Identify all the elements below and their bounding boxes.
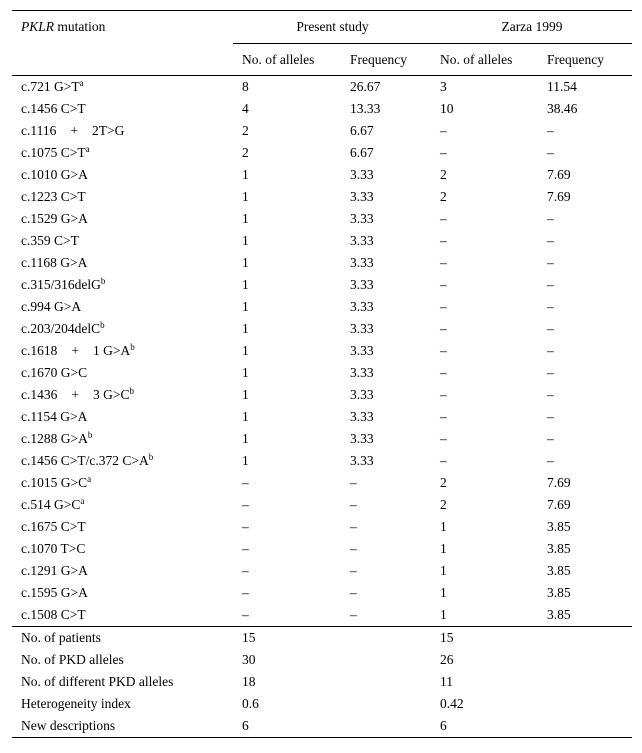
summary-zarza-blank bbox=[540, 693, 632, 715]
present-frequency: 3.33 bbox=[350, 321, 374, 336]
present-frequency: 6.67 bbox=[350, 145, 374, 160]
mutation-name bbox=[12, 274, 233, 296]
summary-zarza: 6 bbox=[440, 718, 447, 733]
zarza-alleles: 2 bbox=[440, 497, 447, 512]
mutation-text: c.1116 + 2T>G bbox=[21, 123, 125, 138]
table-row bbox=[12, 604, 632, 627]
zarza-alleles: – bbox=[440, 365, 447, 380]
mutation-name bbox=[12, 406, 233, 428]
mutation-text: c.1618 + 1 G>A bbox=[21, 343, 131, 358]
summary-zarza: 11 bbox=[440, 674, 453, 689]
zarza-alleles: 1 bbox=[440, 519, 447, 534]
mutation-name bbox=[12, 340, 233, 362]
zarza-frequency: 3.85 bbox=[547, 585, 571, 600]
present-alleles: 1 bbox=[242, 365, 249, 380]
mutation-name bbox=[12, 230, 233, 252]
present-frequency: 3.33 bbox=[350, 365, 374, 380]
table-row bbox=[12, 296, 632, 318]
gene-name: PKLR bbox=[21, 19, 55, 35]
present-frequency: 3.33 bbox=[350, 431, 374, 446]
table-row bbox=[12, 340, 632, 362]
summary-row bbox=[12, 649, 632, 671]
mutation-text: c.514 G>C bbox=[21, 497, 81, 512]
table-row bbox=[12, 142, 632, 164]
present-alleles: 1 bbox=[242, 277, 249, 292]
zarza-alleles: – bbox=[440, 255, 447, 270]
mutation-text: c.1529 G>A bbox=[21, 211, 88, 226]
mutation-text: c.1436 + 3 G>C bbox=[21, 387, 130, 402]
summary-present: 0.6 bbox=[242, 696, 259, 711]
mutation-text: c.203/204delC bbox=[21, 321, 101, 336]
mutation-text: c.1670 G>C bbox=[21, 365, 88, 380]
col-present-frequency: Frequency bbox=[350, 51, 407, 67]
table-row bbox=[12, 582, 632, 604]
mutation-text: c.1456 C>T bbox=[21, 101, 86, 116]
table-row bbox=[12, 76, 632, 99]
footnote-marker: b bbox=[148, 452, 154, 462]
footnote-marker: b bbox=[87, 430, 93, 440]
zarza-frequency: 7.69 bbox=[547, 167, 571, 182]
mutation-text: c.1168 G>A bbox=[21, 255, 88, 270]
present-alleles: 1 bbox=[242, 431, 249, 446]
mutation-text: c.1154 G>A bbox=[21, 409, 88, 424]
zarza-frequency: 7.69 bbox=[547, 475, 571, 490]
table-row bbox=[12, 516, 632, 538]
zarza-frequency: – bbox=[547, 211, 554, 226]
zarza-alleles: – bbox=[440, 387, 447, 402]
mutation-text: c.1010 G>A bbox=[21, 167, 88, 182]
present-alleles: 2 bbox=[242, 123, 249, 138]
header-zarza-1999 bbox=[432, 11, 632, 44]
zarza-alleles: – bbox=[440, 453, 447, 468]
zarza-frequency: – bbox=[547, 365, 554, 380]
header-present-study bbox=[233, 11, 432, 44]
mutation-name bbox=[12, 428, 233, 450]
present-alleles: 8 bbox=[242, 79, 249, 94]
present-frequency: – bbox=[350, 541, 357, 556]
present-alleles: 1 bbox=[242, 233, 249, 248]
table-row bbox=[12, 560, 632, 582]
footnote-marker: a bbox=[79, 78, 84, 88]
table-row bbox=[12, 208, 632, 230]
zarza-frequency: 11.54 bbox=[547, 79, 577, 94]
present-frequency: 3.33 bbox=[350, 343, 374, 358]
summary-present: 6 bbox=[242, 718, 249, 733]
header-row-groups bbox=[12, 11, 632, 44]
table-row bbox=[12, 120, 632, 142]
zarza-alleles: 2 bbox=[440, 475, 447, 490]
header-row-columns bbox=[12, 44, 632, 76]
present-alleles: 1 bbox=[242, 299, 249, 314]
zarza-frequency: – bbox=[547, 387, 554, 402]
present-frequency: 3.33 bbox=[350, 255, 374, 270]
mutation-name bbox=[12, 296, 233, 318]
mutation-name bbox=[12, 98, 233, 120]
present-frequency: 3.33 bbox=[350, 167, 374, 182]
mutation-name bbox=[12, 208, 233, 230]
table-body bbox=[12, 76, 632, 738]
table-row bbox=[12, 186, 632, 208]
summary-row bbox=[12, 715, 632, 738]
mutation-text: c.1070 T>C bbox=[21, 541, 86, 556]
summary-present-blank bbox=[341, 693, 432, 715]
zarza-frequency: 3.85 bbox=[547, 607, 571, 622]
present-frequency: 3.33 bbox=[350, 453, 374, 468]
summary-zarza: 26 bbox=[440, 652, 454, 667]
present-frequency: 6.67 bbox=[350, 123, 374, 138]
mutation-text: c.1291 G>A bbox=[21, 563, 88, 578]
present-frequency: – bbox=[350, 585, 357, 600]
present-alleles: – bbox=[242, 607, 249, 622]
present-frequency: 3.33 bbox=[350, 189, 374, 204]
table-row bbox=[12, 406, 632, 428]
present-alleles: – bbox=[242, 541, 249, 556]
present-frequency: – bbox=[350, 563, 357, 578]
mutation-name bbox=[12, 516, 233, 538]
summary-zarza-blank bbox=[540, 627, 632, 650]
col-zarza-frequency: Frequency bbox=[547, 51, 604, 67]
zarza-frequency: 3.85 bbox=[547, 563, 571, 578]
present-alleles: 1 bbox=[242, 453, 249, 468]
zarza-alleles: – bbox=[440, 211, 447, 226]
table-row bbox=[12, 428, 632, 450]
summary-row bbox=[12, 693, 632, 715]
mutation-name bbox=[12, 164, 233, 186]
present-alleles: – bbox=[242, 519, 249, 534]
table-row bbox=[12, 98, 632, 120]
summary-present-blank bbox=[341, 671, 432, 693]
zarza-alleles: – bbox=[440, 277, 447, 292]
present-alleles: 4 bbox=[242, 101, 249, 116]
zarza-frequency: 3.85 bbox=[547, 541, 571, 556]
zarza-alleles: – bbox=[440, 431, 447, 446]
present-alleles: – bbox=[242, 497, 249, 512]
mutation-name bbox=[12, 472, 233, 494]
zarza-frequency: – bbox=[547, 145, 554, 160]
col-present-alleles: No. of alleles bbox=[242, 51, 315, 67]
present-frequency: 3.33 bbox=[350, 409, 374, 424]
zarza-alleles: 1 bbox=[440, 607, 447, 622]
zarza-frequency: – bbox=[547, 453, 554, 468]
summary-present-blank bbox=[341, 627, 432, 650]
zarza-frequency: – bbox=[547, 277, 554, 292]
summary-present: 30 bbox=[242, 652, 256, 667]
footnote-marker: a bbox=[87, 474, 92, 484]
present-alleles: – bbox=[242, 475, 249, 490]
mutation-name bbox=[12, 538, 233, 560]
mutation-name bbox=[12, 450, 233, 472]
summary-label: No. of PKD alleles bbox=[21, 652, 124, 667]
zarza-alleles: – bbox=[440, 145, 447, 160]
zarza-alleles: – bbox=[440, 123, 447, 138]
zarza-frequency: – bbox=[547, 255, 554, 270]
zarza-frequency: – bbox=[547, 123, 554, 138]
summary-present: 15 bbox=[242, 630, 256, 645]
table-row bbox=[12, 274, 632, 296]
present-frequency: – bbox=[350, 497, 357, 512]
summary-row bbox=[12, 671, 632, 693]
summary-zarza-blank bbox=[540, 649, 632, 671]
mutation-name bbox=[12, 186, 233, 208]
present-alleles: – bbox=[242, 585, 249, 600]
summary-zarza-blank bbox=[540, 671, 632, 693]
zarza-frequency: – bbox=[547, 233, 554, 248]
table-row bbox=[12, 494, 632, 516]
table-row bbox=[12, 384, 632, 406]
header-mutation bbox=[12, 11, 233, 44]
table-row bbox=[12, 362, 632, 384]
present-frequency: 3.33 bbox=[350, 277, 374, 292]
present-frequency: 3.33 bbox=[350, 299, 374, 314]
mutation-name bbox=[12, 560, 233, 582]
mutation-text: c.1675 C>T bbox=[21, 519, 86, 534]
zarza-alleles: 3 bbox=[440, 79, 447, 94]
mutation-text: c.1595 G>A bbox=[21, 585, 88, 600]
zarza-label: Zarza 1999 bbox=[501, 19, 563, 34]
table-row bbox=[12, 538, 632, 560]
zarza-frequency: – bbox=[547, 409, 554, 424]
zarza-alleles: – bbox=[440, 343, 447, 358]
mutation-name bbox=[12, 582, 233, 604]
footnote-marker: a bbox=[80, 496, 85, 506]
mutation-name bbox=[12, 76, 233, 99]
present-alleles: – bbox=[242, 563, 249, 578]
mutation-name bbox=[12, 384, 233, 406]
footnote-marker: a bbox=[85, 144, 90, 154]
zarza-frequency: – bbox=[547, 321, 554, 336]
mutation-text: c.721 G>T bbox=[21, 79, 80, 94]
zarza-alleles: – bbox=[440, 321, 447, 336]
present-alleles: 2 bbox=[242, 145, 249, 160]
mutation-text: c.315/316delG bbox=[21, 277, 101, 292]
zarza-frequency: – bbox=[547, 431, 554, 446]
footnote-marker: b bbox=[100, 276, 106, 286]
mutation-name bbox=[12, 494, 233, 516]
mutation-text: c.1456 C>T/c.372 C>A bbox=[21, 453, 149, 468]
table-row bbox=[12, 164, 632, 186]
zarza-alleles: – bbox=[440, 233, 447, 248]
table-container bbox=[12, 10, 632, 738]
mutation-name bbox=[12, 318, 233, 340]
summary-label: No. of different PKD alleles bbox=[21, 674, 174, 689]
present-alleles: 1 bbox=[242, 321, 249, 336]
present-frequency: 26.67 bbox=[350, 79, 381, 94]
zarza-frequency: 38.46 bbox=[547, 101, 578, 116]
zarza-alleles: – bbox=[440, 409, 447, 424]
summary-label: Heterogeneity index bbox=[21, 696, 131, 711]
summary-zarza: 0.42 bbox=[440, 696, 464, 711]
present-frequency: – bbox=[350, 607, 357, 622]
mutation-text: c.994 G>A bbox=[21, 299, 82, 314]
mutation-name bbox=[12, 142, 233, 164]
summary-label: New descriptions bbox=[21, 718, 116, 733]
mutation-name bbox=[12, 604, 233, 627]
present-frequency: 3.33 bbox=[350, 387, 374, 402]
present-alleles: 1 bbox=[242, 409, 249, 424]
mutation-text: c.1015 G>C bbox=[21, 475, 88, 490]
table-row bbox=[12, 472, 632, 494]
present-alleles: 1 bbox=[242, 387, 249, 402]
table-row bbox=[12, 450, 632, 472]
footnote-marker: b bbox=[130, 342, 135, 352]
zarza-frequency: 3.85 bbox=[547, 519, 571, 534]
summary-zarza: 15 bbox=[440, 630, 454, 645]
mutation-text: c.1288 G>A bbox=[21, 431, 88, 446]
mutation-text: c.1223 C>T bbox=[21, 189, 86, 204]
mutation-label: mutation bbox=[54, 19, 106, 35]
zarza-alleles: 1 bbox=[440, 541, 447, 556]
summary-present-blank bbox=[341, 649, 432, 671]
summary-label: No. of patients bbox=[21, 630, 101, 645]
table-row bbox=[12, 252, 632, 274]
present-frequency: – bbox=[350, 519, 357, 534]
pklr-mutation-table bbox=[12, 10, 632, 738]
zarza-frequency: 7.69 bbox=[547, 497, 571, 512]
header-blank bbox=[12, 44, 233, 76]
summary-row bbox=[12, 627, 632, 650]
present-alleles: 1 bbox=[242, 211, 249, 226]
mutation-name bbox=[12, 362, 233, 384]
mutation-text: c.1075 C>T bbox=[21, 145, 86, 160]
summary-present-blank bbox=[341, 715, 432, 738]
present-frequency: 3.33 bbox=[350, 233, 374, 248]
col-zarza-alleles: No. of alleles bbox=[440, 51, 513, 67]
zarza-frequency: 7.69 bbox=[547, 189, 571, 204]
present-alleles: 1 bbox=[242, 255, 249, 270]
zarza-alleles: – bbox=[440, 299, 447, 314]
zarza-frequency: – bbox=[547, 343, 554, 358]
zarza-alleles: 1 bbox=[440, 563, 447, 578]
zarza-alleles: 2 bbox=[440, 189, 447, 204]
summary-zarza-blank bbox=[540, 715, 632, 738]
zarza-frequency: – bbox=[547, 299, 554, 314]
mutation-name bbox=[12, 252, 233, 274]
zarza-alleles: 10 bbox=[440, 101, 454, 116]
table-row bbox=[12, 318, 632, 340]
present-frequency: 13.33 bbox=[350, 101, 381, 116]
present-alleles: 1 bbox=[242, 189, 249, 204]
table-row bbox=[12, 230, 632, 252]
zarza-alleles: 2 bbox=[440, 167, 447, 182]
mutation-name bbox=[12, 120, 233, 142]
present-frequency: 3.33 bbox=[350, 211, 374, 226]
mutation-text: c.359 C>T bbox=[21, 233, 79, 248]
footnote-marker: b bbox=[129, 386, 134, 396]
present-study-label: Present study bbox=[296, 19, 369, 34]
zarza-alleles: 1 bbox=[440, 585, 447, 600]
mutation-text: c.1508 C>T bbox=[21, 607, 86, 622]
footnote-marker: b bbox=[100, 320, 105, 330]
present-alleles: 1 bbox=[242, 167, 249, 182]
summary-present: 18 bbox=[242, 674, 256, 689]
present-alleles: 1 bbox=[242, 343, 249, 358]
present-frequency: – bbox=[350, 475, 357, 490]
